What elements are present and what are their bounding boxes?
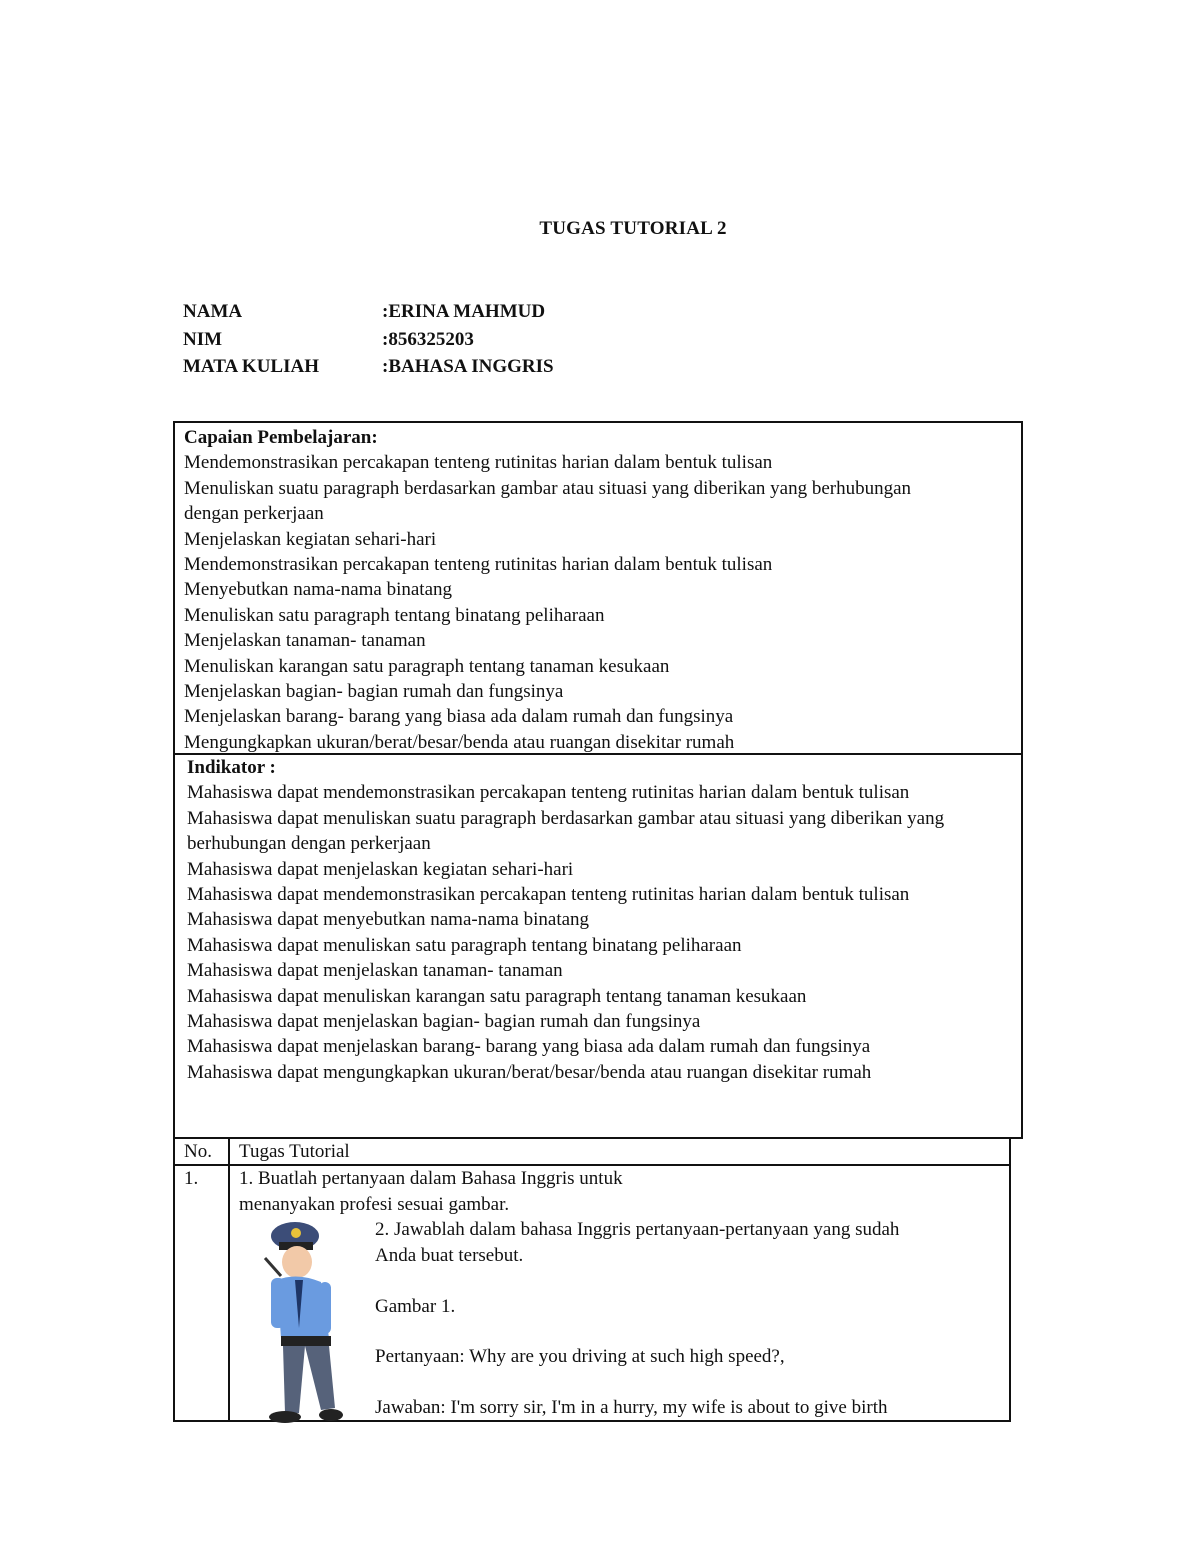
- row-number: 1.: [174, 1165, 229, 1421]
- task-instruction-2: 2. Jawablah dalam bahasa Inggris pertanyaan-pertanyaan yang sudah: [375, 1219, 900, 1241]
- value: :BAHASA INGGRIS: [382, 356, 554, 377]
- capaian-heading: Capaian Pembelajaran:: [184, 427, 378, 448]
- task-cell: [229, 1165, 1010, 1421]
- value: :ERINA MAHMUD: [382, 301, 546, 322]
- task-instruction-1-cont: menanyakan profesi sesuai gambar.: [239, 1193, 510, 1215]
- list-item: Mahasiswa dapat menuliskan karangan satu paragraph tentang tanaman kesukaan: [187, 985, 807, 1007]
- list-item: Menuliskan karangan satu paragraph tentang tanaman kesukaan: [184, 655, 670, 677]
- list-item: Menyebutkan nama-nama binatang: [184, 579, 453, 601]
- label: MATA KULIAH: [183, 356, 319, 377]
- list-item: Mahasiswa dapat menyebutkan nama-nama binatang: [187, 909, 590, 931]
- identity-course: [183, 353, 554, 381]
- list-item: Menjelaskan barang- barang yang biasa ada dalam rumah dan fungsinya: [184, 706, 734, 728]
- task-instruction-1: 1. Buatlah pertanyaan dalam Bahasa Inggris untuk: [239, 1168, 623, 1190]
- police-officer-illustration: [259, 1218, 359, 1424]
- table-header-row: [174, 1138, 1010, 1165]
- student-identity: [183, 298, 554, 381]
- identity-nim: [183, 326, 554, 354]
- list-item: Menuliskan suatu paragraph berdasarkan gambar atau situasi yang diberikan yang berhubungan dengan perkerjaan: [184, 477, 912, 525]
- indikator-list: [187, 780, 1021, 1085]
- question-text: Pertanyaan: Why are you driving at such high speed?,: [375, 1346, 785, 1368]
- list-item: Menjelaskan kegiatan sehari-hari: [184, 528, 437, 550]
- list-item: Mahasiswa dapat menjelaskan kegiatan sehari-hari: [187, 858, 574, 880]
- label: NIM: [183, 328, 223, 350]
- list-item: Mendemonstrasikan percakapan tenteng rutinitas harian dalam bentuk tulisan: [184, 554, 773, 576]
- answer-text: Jawaban: I'm sorry sir, I'm in a hurry, my wife is about to give birth: [375, 1397, 888, 1419]
- tugas-table: [173, 1137, 1011, 1422]
- indikator-heading: Indikator :: [187, 757, 276, 778]
- header-no: No.: [174, 1138, 229, 1165]
- capaian-list: [184, 450, 1021, 755]
- list-item: Menjelaskan bagian- bagian rumah dan fungsinya: [184, 681, 564, 703]
- list-item: Mendemonstrasikan percakapan tenteng rutinitas harian dalam bentuk tulisan: [184, 452, 773, 474]
- value: :856325203: [382, 328, 474, 350]
- list-item: Mahasiswa dapat mengungkapkan ukuran/berat/besar/benda atau ruangan disekitar rumah: [187, 1061, 872, 1083]
- task-details: [375, 1217, 899, 1420]
- list-item: Menuliskan satu paragraph tentang binatang peliharaan: [184, 604, 605, 626]
- list-item: Mahasiswa dapat menjelaskan barang- barang yang biasa ada dalam rumah dan fungsinya: [187, 1036, 871, 1058]
- list-item: Mahasiswa dapat menjelaskan tanaman- tanaman: [187, 960, 563, 982]
- figure-caption: Gambar 1.: [375, 1295, 456, 1317]
- list-item: Menjelaskan tanaman- tanaman: [184, 630, 426, 652]
- list-item: Mahasiswa dapat menuliskan suatu paragraph berdasarkan gambar atau situasi yang diberikan yang berhubungan dengan perkerjaan: [187, 807, 945, 855]
- list-item: Mahasiswa dapat mendemonstrasikan percakapan tenteng rutinitas harian dalam bentuk tulisan: [187, 782, 910, 804]
- identity-name: [183, 298, 554, 326]
- list-item: Mengungkapkan ukuran/berat/besar/benda atau ruangan disekitar rumah: [184, 731, 735, 753]
- list-item: Mahasiswa dapat mendemonstrasikan percakapan tenteng rutinitas harian dalam bentuk tulisan: [187, 884, 910, 906]
- header-tugas: Tugas Tutorial: [229, 1138, 1010, 1165]
- label: NAMA: [183, 301, 243, 322]
- table-row: [174, 1165, 1010, 1421]
- document-title: TUGAS TUTORIAL 2: [539, 218, 727, 239]
- capaian-box: [173, 421, 1023, 755]
- list-item: Mahasiswa dapat menuliskan satu paragraph tentang binatang peliharaan: [187, 934, 742, 956]
- indikator-box: [173, 753, 1023, 1139]
- list-item: Mahasiswa dapat menjelaskan bagian- bagian rumah dan fungsinya: [187, 1011, 701, 1033]
- task-instruction-2-cont: Anda buat tersebut.: [375, 1244, 524, 1266]
